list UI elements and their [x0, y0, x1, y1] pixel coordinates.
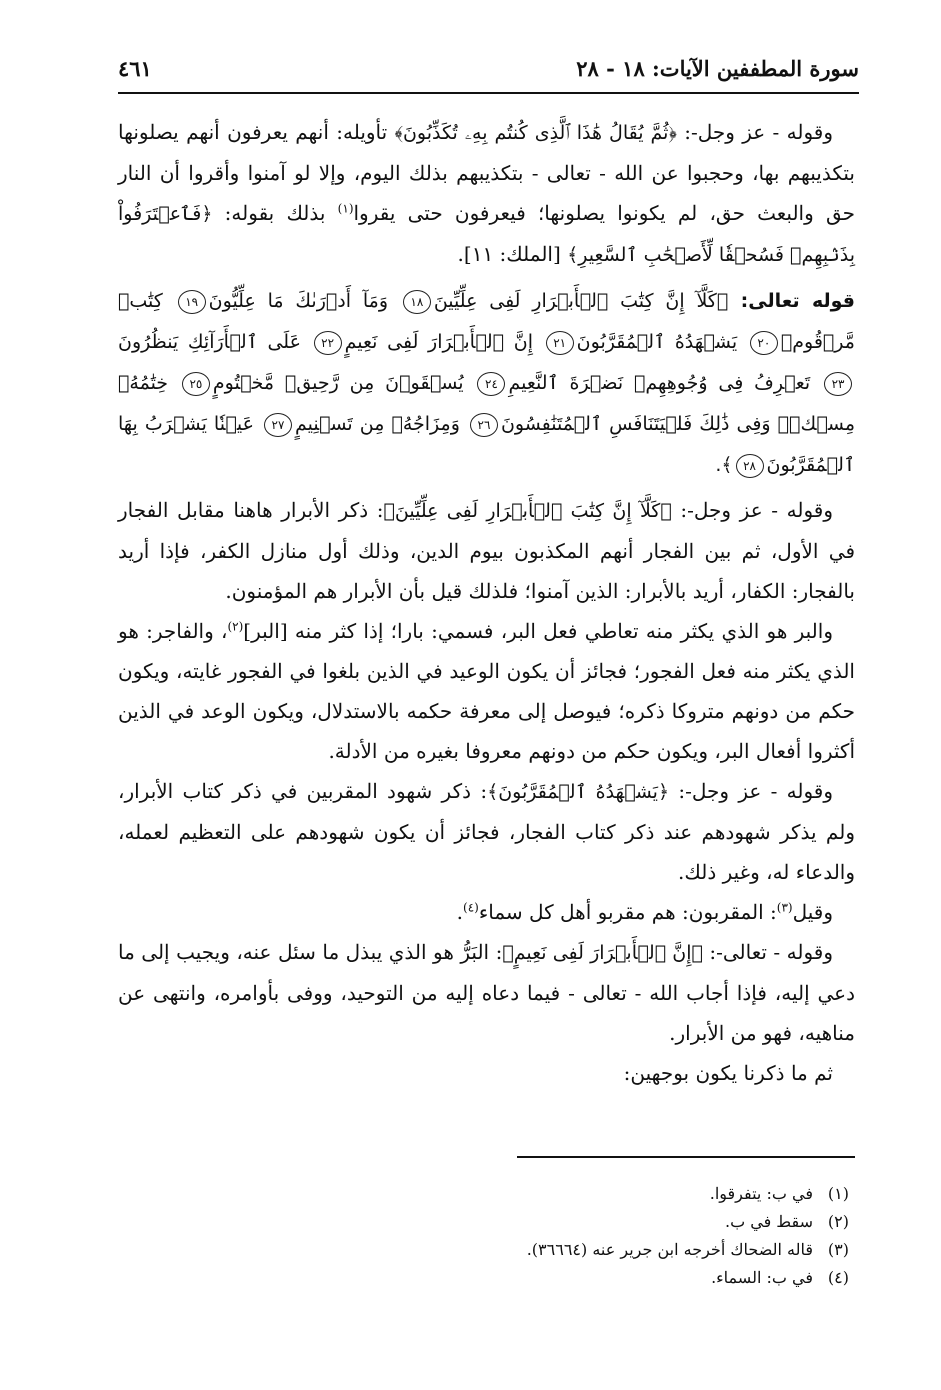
footnote-number: (٤) — [827, 1268, 849, 1287]
footnote-text: في ب: يتفرقوا. — [709, 1184, 813, 1203]
para3-text-2: ، والفاجر: هو الذي يكثر منه فعل الفجور؛ فجائز أن يكون الوعيد في الذين بلغوا في الفجور غايته، ويكون حكم من دونهم متروكا ذكره؛ فيوصل إلى معرفة حكمه بالاستدلال، ويكون الوعد في الذين أكثروا أفعال البر، ويكون حكم من دونهم معروفا بغيره من الأدلة. — [118, 619, 855, 763]
ayah-number-marker: ٢٣ — [824, 372, 852, 396]
footnote-mark: (٢) — [227, 619, 244, 634]
paragraph-1 — [118, 112, 855, 275]
ayah-number-marker: ٢٥ — [182, 372, 210, 396]
footnote-mark: (٤) — [463, 900, 479, 915]
footnote-separator — [517, 1156, 855, 1158]
para2-text: : ذكر الأبرار هاهنا مقابل الفجار في الأول، ثم بين الفجار أنهم المكذبون بيوم الدين، وذلك أول منازل الكفر، فإذا أريد بالفجار: الكفار، أريد بالأبرار: الذين آمنوا؛ فلذلك قيل بأن الأبرار هم المؤمنون. — [118, 498, 855, 603]
footnotes — [300, 1180, 849, 1292]
verse-text: وَمِزَاجُهُۥ مِن تَسۡنِيمٍ — [294, 413, 460, 435]
paragraph-3 — [118, 611, 855, 771]
paragraph-4 — [118, 771, 855, 892]
verse-text: إِنَّ ٱلۡأَبۡرَارَ لَفِى نَعِيمٍ — [344, 331, 533, 353]
verse-text: تَعۡرِفُ فِى وُجُوهِهِمۡ نَضۡرَةَ ٱلنَّعِيمِ — [508, 372, 811, 394]
footnote-mark: (٣) — [776, 900, 793, 915]
footnote-text: في ب: السماء. — [711, 1268, 813, 1287]
paragraph-5 — [118, 892, 855, 932]
footnote-text: سقط في ب. — [725, 1212, 813, 1231]
verse-text: يُسۡقَوۡنَ مِن رَّحِيقٖ مَّخۡتُومٍ — [212, 372, 464, 394]
para4-text: : ذكر شهود المقربين في ذكر كتاب الأبرار، ولم يذكر شهودهم عند ذكر كتاب الفجار، فجائز أن يكون شهودهم على التعظيم لعمله، والدعاء له، وغير ذلك. — [118, 779, 855, 884]
paragraph-6 — [118, 932, 855, 1053]
para1-lead: وقوله - عز وجل-: — [676, 120, 834, 144]
verse-text: عَلَى ٱلۡأَرَآئِكِ يَنظُرُونَ — [118, 331, 301, 353]
main-text — [118, 112, 855, 1093]
footnote — [300, 1236, 849, 1264]
para5-text: وقيل — [792, 900, 833, 924]
verses-closing: ﴾. — [715, 454, 733, 476]
footnote-number: (٢) — [827, 1212, 849, 1231]
ayah-number-marker: ١٩ — [178, 290, 206, 314]
ayah-number-marker: ٢٢ — [314, 331, 342, 355]
verse-text: يَشۡهَدُهُ ٱلۡمُقَرَّبُونَ — [576, 331, 738, 353]
verse-text: عَيۡنٗا يَشۡرَبُ بِهَا ٱلۡمُقَرَّبُونَ — [118, 413, 855, 476]
para5-text-2: : المقربون: هم مقربو أهل كل سماء — [478, 900, 777, 924]
paragraph-2 — [118, 490, 855, 611]
ayah-number-marker: ٢٤ — [477, 372, 505, 396]
page-header — [118, 56, 859, 94]
footnote — [300, 1264, 849, 1292]
footnote — [300, 1180, 849, 1208]
verses-label: قوله تعالى: — [728, 290, 855, 312]
verse-text: وَمَآ أَدۡرَىٰكَ مَا عِلِّيُّونَ — [208, 290, 389, 312]
verses-block — [118, 281, 855, 486]
ayah-number-marker: ١٨ — [403, 290, 431, 314]
verse-text: خِتَٰمُهُۥ مِسۡكٞۚ وَفِى ذَٰلِكَ فَلۡيَتَنَافَسِ ٱلۡمُتَنَٰفِسُونَ — [118, 372, 855, 435]
quran-quote: ﴿ثُمَّ يُقَالُ هَٰذَا ٱلَّذِى كُنتُم بِهِۦ تُكَذِّبُونَ﴾ — [394, 122, 677, 144]
quran-quote: ﴿كَلَّآ إِنَّ كِتَٰبَ ٱلۡأَبۡرَارِ لَفِى عِلِّيِّينَ﴾ — [383, 500, 672, 522]
quran-quote: ﴿إِنَّ ٱلۡأَبۡرَارَ لَفِى نَعِيمٍ﴾ — [502, 942, 703, 964]
footnote-number: (٣) — [827, 1240, 849, 1259]
ayah-number-marker: ٢٧ — [264, 413, 292, 437]
quran-quote: ﴿فَٱعۡتَرَفُواْ بِذَنۢبِهِمۡ فَسُحۡقٗا لِّأَصۡحَٰبِ ٱلسَّعِيرِ﴾ — [118, 203, 855, 266]
verse-text: كِتَٰبٞ مَّرۡقُومٞ — [118, 290, 855, 353]
ayah-number-marker: ٢٨ — [736, 454, 764, 478]
surah-title: سورة المطففين الآيات: ١٨ - ٢٨ — [576, 56, 859, 81]
footnote-text: قاله الضحاك أخرجه ابن جرير عنه (٣٦٦٦٤). — [526, 1240, 813, 1259]
verse-text: ﴿كَلَّآ إِنَّ كِتَٰبَ ٱلۡأَبۡرَارِ لَفِى عِلِّيِّينَ — [433, 290, 729, 312]
para4-lead: وقوله - عز وجل-: — [669, 779, 834, 803]
ayah-number-marker: ٢٠ — [750, 331, 778, 355]
para7-text: ثم ما ذكرنا يكون بوجهين: — [623, 1061, 833, 1085]
page-number: ٤٦١ — [118, 56, 152, 81]
ayah-number-marker: ٢١ — [546, 331, 574, 355]
footnote-number: (١) — [827, 1184, 849, 1203]
footnote — [300, 1208, 849, 1236]
ayah-number-marker: ٢٦ — [470, 413, 498, 437]
quran-quote: ﴿يَشۡهَدُهُ ٱلۡمُقَرَّبُونَ﴾ — [487, 781, 670, 803]
para1-text: تأويله: أنهم يعرفون أنهم يصلونها بتكذيبهم بها، وحجبوا عن الله - تعالى - بتكذيبهم بذلك اليوم، وإلا لو آمنوا وأقروا أن النار حق والبعث حق، لم يكونوا يصلونها؛ فيعرفون حتى يقروا — [118, 120, 856, 225]
para2-lead: وقوله - عز وجل-: — [671, 498, 834, 522]
para6-text: : البَرُّ هو الذي يبذل ما سئل عنه، ويجيب إلى ما دعي إليه، فإذا أجاب الله - تعالى - فيما دعاه إليه من التوحيد، ووفى بأوامره، وانتهى عن مناهيه، فهو من الأبرار. — [118, 940, 855, 1045]
paragraph-7 — [118, 1053, 855, 1093]
footnote-mark: (١) — [337, 201, 354, 216]
surah-reference: [الملك: ١١]. — [457, 242, 568, 266]
para3-text: والبر هو الذي يكثر منه تعاطي فعل البر، فسمي: بارا؛ إذا كثر منه [البر] — [243, 619, 833, 643]
para6-lead: وقوله - تعالى-: — [702, 940, 833, 964]
para1-text-2: بذلك بقوله: — [212, 201, 338, 225]
para5-text-3: . — [456, 900, 463, 924]
